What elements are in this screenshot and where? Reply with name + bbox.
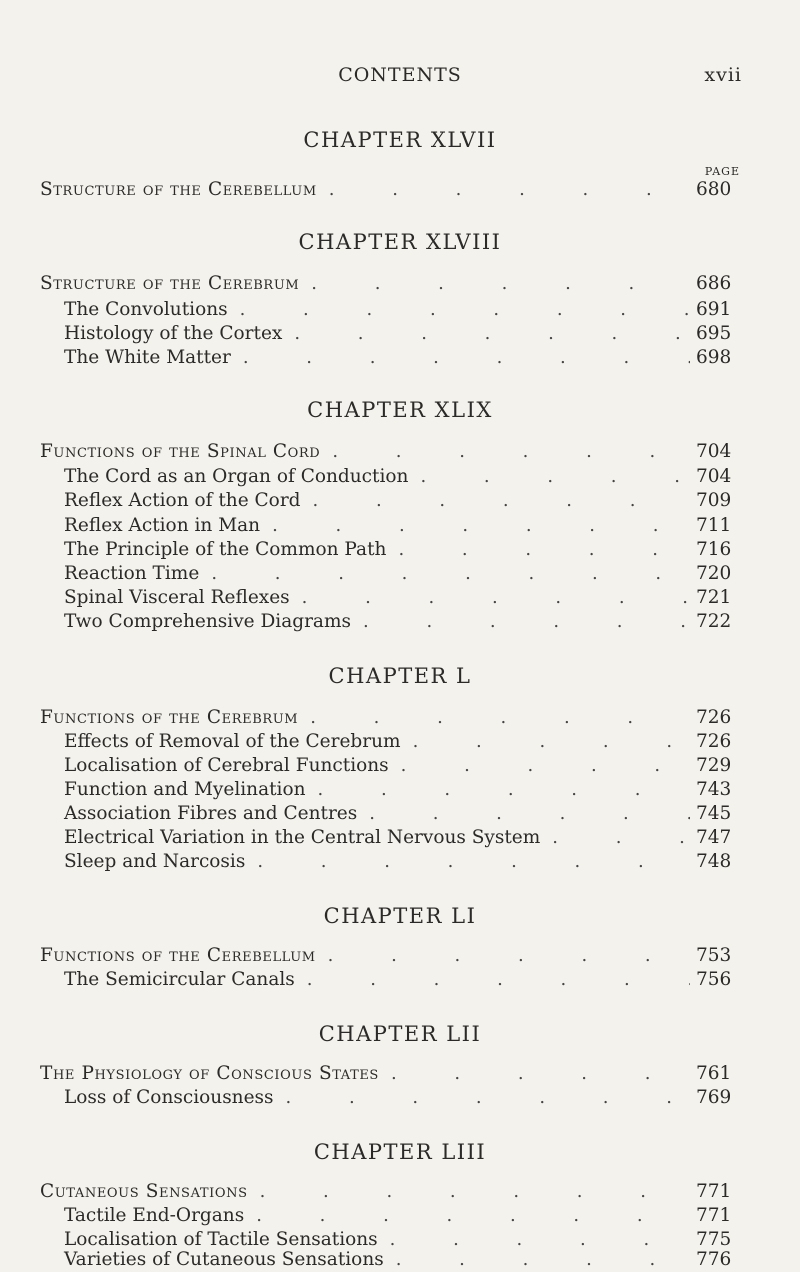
- chapter-li-title: CHAPTER LI: [323, 904, 477, 928]
- toc-entry-label: Reflex Action in Man: [64, 515, 261, 536]
- toc-entry[interactable]: [64, 778, 740, 802]
- leader-dots: [384, 1248, 690, 1272]
- toc-entry[interactable]: [64, 730, 740, 754]
- toc-entry[interactable]: [64, 802, 740, 826]
- toc-entry-label: The Cord as an Organ of Conduction: [64, 466, 409, 487]
- toc-entry-page: 695: [696, 323, 732, 344]
- toc-entry[interactable]: [64, 586, 740, 610]
- toc-entry-page: 748: [696, 851, 732, 872]
- chapter-xlvii-title: CHAPTER XLVII: [303, 128, 497, 152]
- running-head-page-number: xvii: [704, 64, 742, 86]
- leader-dots: [316, 944, 690, 968]
- toc-entry-label: Function and Myelination: [64, 779, 306, 800]
- leader-dots: [274, 1086, 690, 1110]
- toc-entry-page: 726: [696, 707, 732, 728]
- toc-entry-page: 761: [696, 1063, 732, 1084]
- chapter-xlix-title: CHAPTER XLIX: [307, 398, 493, 422]
- toc-entry-page: 709: [696, 490, 732, 511]
- toc-entry-label: Reaction Time: [64, 563, 200, 584]
- leader-dots: [245, 850, 690, 874]
- toc-entry[interactable]: [40, 1180, 740, 1204]
- toc-entry-page: 775: [696, 1229, 732, 1250]
- leader-dots: [389, 754, 690, 778]
- toc-entry-page: 726: [696, 731, 732, 752]
- toc-entry-label: Structure of the Cerebrum: [40, 273, 300, 294]
- toc-entry-page: 729: [696, 755, 732, 776]
- toc-entry-label: The Principle of the Common Path: [64, 539, 387, 560]
- leader-dots: [351, 610, 690, 634]
- leader-dots: [295, 968, 690, 992]
- toc-entry[interactable]: [64, 826, 740, 850]
- running-head-title: CONTENTS: [338, 64, 462, 86]
- leader-dots: [290, 586, 690, 610]
- leader-dots: [298, 706, 690, 730]
- toc-entry-page: 691: [696, 299, 732, 320]
- chapter-l-title: CHAPTER L: [328, 664, 472, 688]
- toc-entry[interactable]: [40, 440, 740, 464]
- toc-entry-label: Association Fibres and Centres: [64, 803, 358, 824]
- toc-entry-label: Functions of the Cerebrum: [40, 707, 299, 728]
- toc-entry[interactable]: [40, 178, 740, 202]
- toc-entry-page: 771: [696, 1181, 732, 1202]
- leader-dots: [228, 298, 690, 322]
- leader-dots: [540, 826, 690, 850]
- toc-entry-label: Histology of the Cortex: [64, 323, 283, 344]
- chapter-lii-title: CHAPTER LII: [318, 1022, 482, 1046]
- toc-entry-page: 756: [696, 969, 732, 990]
- toc-entry-page: 743: [696, 779, 732, 800]
- toc-entry-page: 704: [696, 466, 732, 487]
- leader-dots: [244, 1204, 690, 1228]
- toc-entry[interactable]: [64, 850, 740, 874]
- toc-entry-label: Localisation of Tactile Sensations: [64, 1229, 378, 1250]
- toc-entry-label: The Semicircular Canals: [64, 969, 295, 990]
- leader-dots: [401, 730, 690, 754]
- toc-entry-page: 769: [696, 1087, 732, 1108]
- leader-dots: [386, 538, 690, 562]
- toc-entry[interactable]: [40, 944, 740, 968]
- chapter-xlviii-title: CHAPTER XLVIII: [298, 230, 502, 254]
- running-head: [0, 64, 800, 94]
- toc-entry-label: Reflex Action of the Cord: [64, 490, 301, 511]
- toc-entry-label: Functions of the Cerebellum: [40, 945, 316, 966]
- leader-dots: [231, 346, 690, 370]
- toc-entry-label: Cutaneous Sensations: [40, 1181, 248, 1202]
- toc-entry[interactable]: [64, 514, 740, 538]
- toc-entry[interactable]: [64, 298, 740, 322]
- leader-dots: [282, 322, 690, 346]
- toc-entry-label: The Physiology of Conscious States: [40, 1063, 379, 1084]
- toc-entry[interactable]: [64, 1204, 740, 1228]
- toc-entry-label: Spinal Visceral Reflexes: [64, 587, 290, 608]
- toc-entry-label: Sleep and Narcosis: [64, 851, 246, 872]
- leader-dots: [301, 489, 690, 513]
- toc-entry-page: 711: [696, 515, 732, 536]
- toc-entry-page: 776: [696, 1249, 732, 1270]
- toc-entry[interactable]: [64, 538, 740, 562]
- leader-dots: [306, 778, 690, 802]
- leader-dots: [320, 440, 690, 464]
- leader-dots: [379, 1062, 690, 1086]
- toc-entry-label: Loss of Consciousness: [64, 1087, 274, 1108]
- toc-entry-page: 686: [696, 273, 732, 294]
- toc-entry[interactable]: [64, 1086, 740, 1110]
- toc-entry-page: 745: [696, 803, 732, 824]
- toc-entry[interactable]: [40, 272, 740, 296]
- toc-entry-label: Tactile End-Organs: [64, 1205, 245, 1226]
- toc-entry-label: The White Matter: [64, 347, 231, 368]
- leader-dots: [299, 272, 690, 296]
- toc-entry-page: 698: [696, 347, 732, 368]
- toc-entry[interactable]: [64, 346, 740, 370]
- leader-dots: [260, 514, 690, 538]
- toc-entry-label: Localisation of Cerebral Functions: [64, 755, 389, 776]
- leader-dots: [248, 1180, 690, 1204]
- leader-dots: [317, 178, 690, 202]
- chapter-liii-title: CHAPTER LIII: [313, 1140, 487, 1164]
- toc-entry-label: Functions of the Spinal Cord: [40, 441, 321, 462]
- toc-entry[interactable]: [64, 322, 740, 346]
- toc-entry-page: 704: [696, 441, 732, 462]
- toc-entry-label: Electrical Variation in the Central Nervous System: [64, 827, 541, 848]
- toc-entry-page: 720: [696, 563, 732, 584]
- toc-entry[interactable]: [40, 1062, 740, 1086]
- toc-entry[interactable]: [64, 489, 740, 513]
- leader-dots: [199, 562, 690, 586]
- toc-entry[interactable]: [64, 562, 740, 586]
- leader-dots: [357, 802, 690, 826]
- toc-entry-page: 680: [696, 179, 732, 200]
- toc-entry-page: 721: [696, 587, 732, 608]
- toc-entry-label: Effects of Removal of the Cerebrum: [64, 731, 401, 752]
- leader-dots: [408, 465, 690, 489]
- toc-entry[interactable]: [40, 706, 740, 730]
- toc-entry[interactable]: [64, 968, 740, 992]
- toc-entry[interactable]: [64, 610, 740, 634]
- toc-entry[interactable]: [64, 465, 740, 489]
- toc-entry-page: 747: [696, 827, 732, 848]
- page-column-label: PAGE: [704, 165, 740, 178]
- toc-entry[interactable]: [64, 754, 740, 778]
- toc-entry[interactable]: [64, 1248, 740, 1272]
- toc-entry-label: Two Comprehensive Diagrams: [64, 611, 352, 632]
- toc-entry-page: 722: [696, 611, 732, 632]
- toc-entry-page: 753: [696, 945, 732, 966]
- toc-entry-page: 771: [696, 1205, 732, 1226]
- toc-entry-label: Varieties of Cutaneous Sensations: [64, 1249, 384, 1270]
- toc-entry-label: Structure of the Cerebellum: [40, 179, 317, 200]
- toc-entry-page: 716: [696, 539, 732, 560]
- toc-entry-label: The Convolutions: [64, 299, 228, 320]
